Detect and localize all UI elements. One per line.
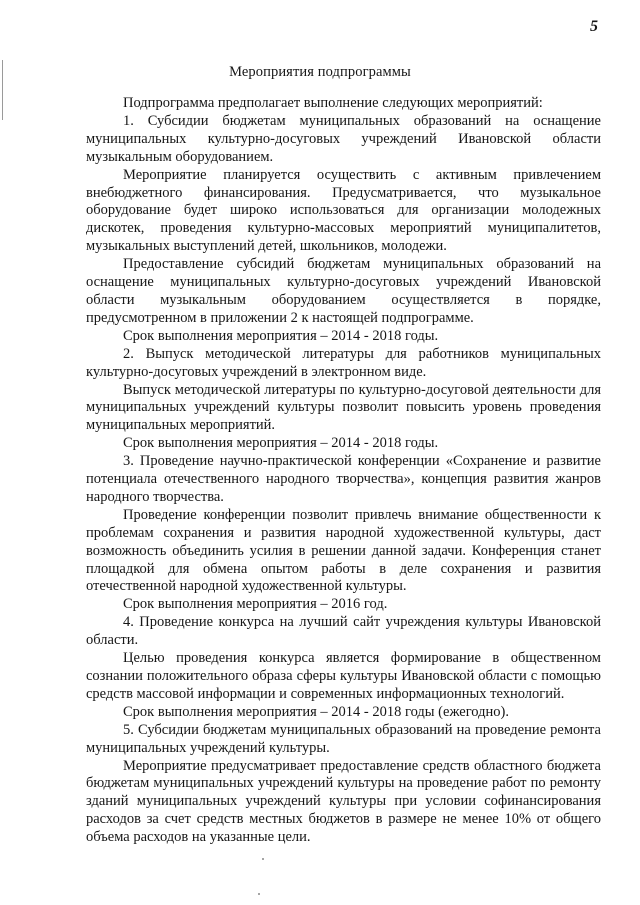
item-2-heading: 2. Выпуск методической литературы для работников муниципальных культурно-досуговых учреждений в электронном виде. — [86, 345, 601, 380]
item-4-heading: 4. Проведение конкурса на лучший сайт учреждения культуры Ивановской области. — [86, 614, 601, 649]
item-3-heading: 3. Проведение научно-практической конференции «Сохранение и развитие потенциала отечественного народного творчества», концепция развития жанров народного творчества. — [86, 453, 601, 505]
page-number: 5 — [590, 18, 598, 35]
item-2-deadline: Срок выполнения мероприятия – 2014 - 2018 годы. — [123, 435, 439, 452]
item-1-heading: 1. Субсидии бюджетам муниципальных образований на оснащение муниципальных культурно-досуговых учреждений Ивановской области музыкальным оборудованием. — [86, 112, 601, 165]
page-title: Мероприятия подпрограммы — [229, 64, 411, 80]
item-1-procedure: Предоставление субсидий бюджетам муниципальных образований на оснащение муниципальных культурно-досуговых учреждений Ивановской области музыкальным оборудованием осуществляется в порядке, предусмотренном в приложении 2 к настоящей подпрограмме. — [86, 256, 601, 326]
document-body — [86, 95, 601, 847]
item-1-deadline: Срок выполнения мероприятия – 2014 - 2018 годы. — [123, 327, 439, 344]
item-2-description: Выпуск методической литературы по культурно-досуговой деятельности для муниципальных учреждений культуры позволит повысить уровень проведения муниципальных мероприятий. — [86, 381, 601, 434]
item-3-deadline: Срок выполнения мероприятия – 2016 год. — [123, 596, 388, 613]
scan-speck — [262, 858, 264, 860]
scan-speck — [258, 893, 260, 895]
paragraph-intro: Подпрограмма предполагает выполнение следующих мероприятий: — [123, 95, 543, 111]
item-1-description: Мероприятие планируется осуществить с активным привлечением внебюджетного финансирования. Предусматривается, что музыкальное оборудование будет широко использоваться для организации молодежных дискотек, проведения культурно-массовых мероприятий муниципалитетов, музыкальных выступлений детей, школьников, молодежи. — [86, 166, 601, 255]
item-5-heading: 5. Субсидии бюджетам муниципальных образований на проведение ремонта муниципальных учреждений культуры. — [86, 721, 601, 756]
item-4-description: Целью проведения конкурса является формирование в общественном сознании положительного образа сферы культуры Ивановской области с помощью средств массовой информации и современных информационных технологий. — [86, 650, 601, 702]
item-5-description: Мероприятие предусматривает предоставление средств областного бюджета бюджетам муниципальных учреждений культуры на проведение работ по ремонту зданий муниципальных учреждений культуры при условии софинансирования расходов за счет средств местных бюджетов в размере не менее 10% от общего объема расходов на указанные цели. — [86, 757, 601, 846]
item-4-deadline: Срок выполнения мероприятия – 2014 - 2018 годы (ежегодно). — [123, 703, 509, 720]
item-3-description: Проведение конференции позволит привлечь внимание общественности к проблемам сохранения и развития народной художественной культуры, даст возможность объединить усилия в решении данной задачи. Конференция станет площадкой для обмена опытом работы в деле сохранения и развития отечественной народной художественной культуры. — [86, 506, 601, 595]
